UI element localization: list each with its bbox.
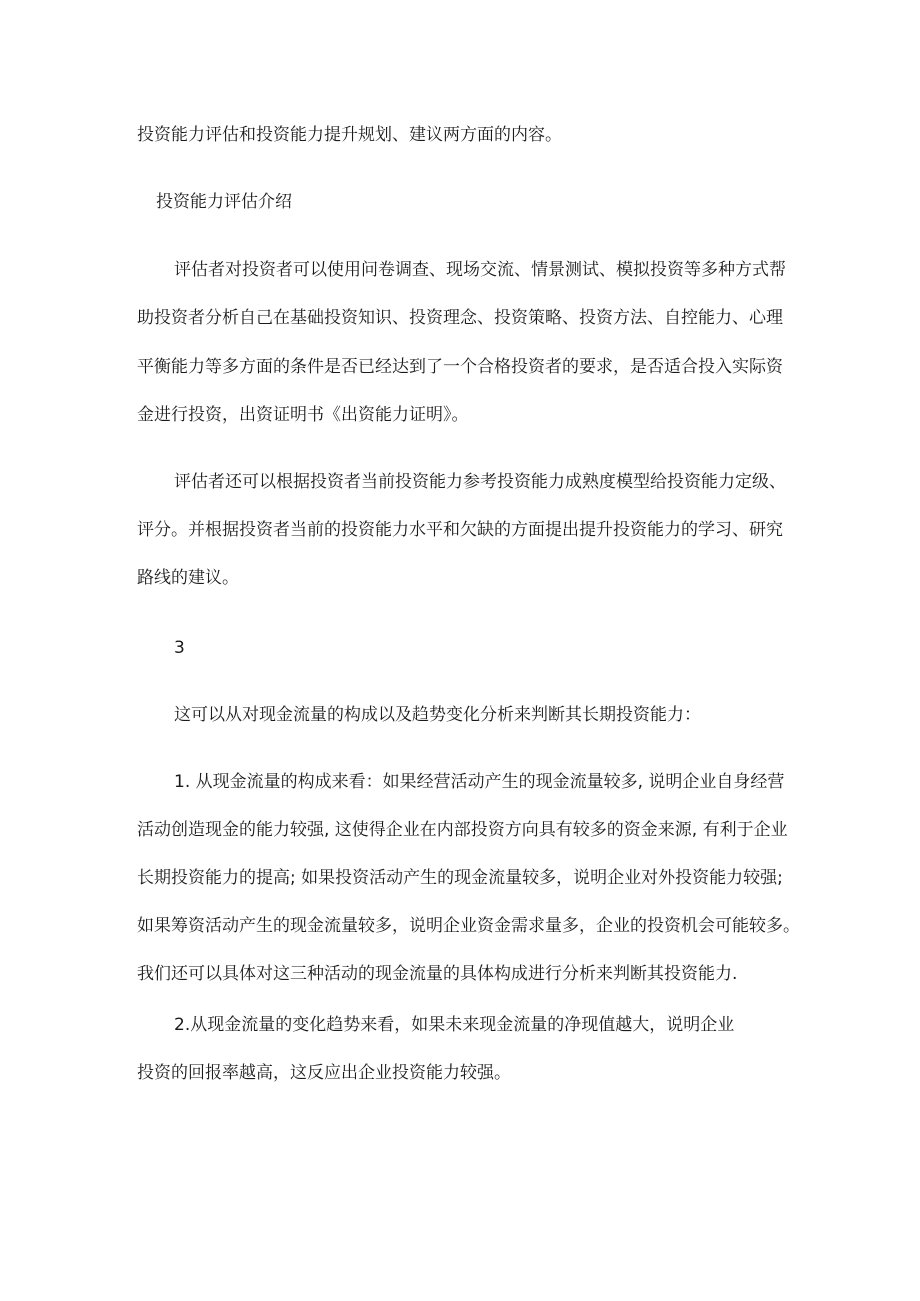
paragraph-line: 投资的回报率越高，这反应出企业投资能力较强。 <box>137 1063 511 1083</box>
paragraph-line: 路线的建议。 <box>137 568 239 588</box>
paragraph-line: 我们还可以具体对这三种活动的现金流量的具体构成进行分析来判断其投资能力. <box>137 964 738 984</box>
paragraph-line: 评估者还可以根据投资者当前投资能力参考投资能力成熟度模型给投资能力定级、 <box>174 472 786 492</box>
paragraph-line: 平衡能力等多方面的条件是否已经达到了一个合格投资者的要求，是否适合投入实际资 <box>137 357 783 377</box>
section-heading: 投资能力评估介绍 <box>156 192 292 212</box>
paragraph-line: 评分。并根据投资者当前的投资能力水平和欠缺的方面提出提升投资能力的学习、研究 <box>137 520 783 540</box>
paragraph-line: 长期投资能力的提高; 如果投资活动产生的现金流量较多，说明企业对外投资能力较强; <box>137 868 783 888</box>
paragraph-line: 这可以从对现金流量的构成以及趋势变化分析来判断其长期投资能力： <box>174 705 701 725</box>
paragraph-line: 金进行投资，出资证明书《出资能力证明》。 <box>137 405 469 425</box>
paragraph-line: 评估者对投资者可以使用问卷调查、现场交流、情景测试、模拟投资等多种方式帮 <box>174 260 786 280</box>
paragraph-line: 2.从现金流量的变化趋势来看，如果未来现金流量的净现值越大，说明企业 <box>174 1015 735 1035</box>
section-number: 3 <box>174 638 185 658</box>
paragraph-line: 活动创造现金的能力较强, 这使得企业在内部投资方向具有较多的资金来源, 有利于企业 <box>137 820 788 840</box>
paragraph-line: 1. 从现金流量的构成来看：如果经营活动产生的现金流量较多, 说明企业自身经营 <box>174 772 785 792</box>
paragraph-line: 如果筹资活动产生的现金流量较多，说明企业资金需求量多，企业的投资机会可能较多。 <box>137 916 800 936</box>
intro-line: 投资能力评估和投资能力提升规划、建议两方面的内容。 <box>137 125 562 145</box>
paragraph-line: 助投资者分析自己在基础投资知识、投资理念、投资策略、投资方法、自控能力、心理 <box>137 308 783 328</box>
